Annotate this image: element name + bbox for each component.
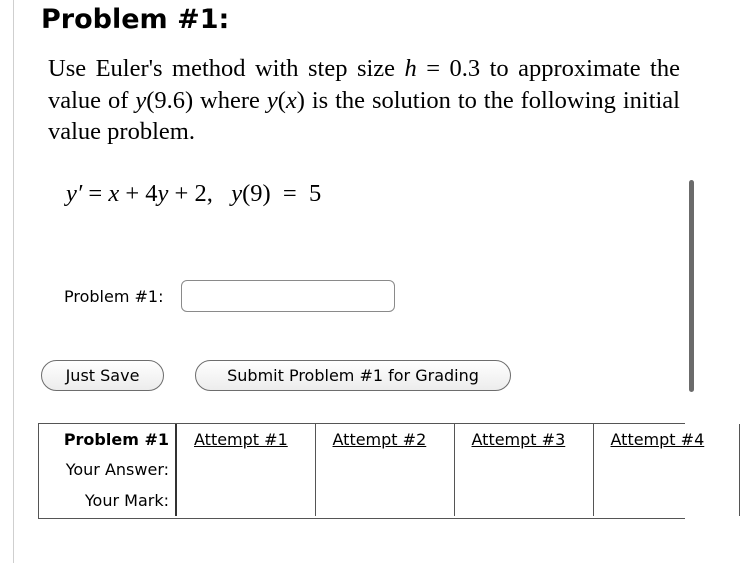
answer-input[interactable]: [181, 280, 395, 312]
step-size-variable: h: [404, 55, 417, 82]
attempt-link[interactable]: [454, 424, 593, 454]
table-header-problem: Problem #1: [39, 424, 176, 454]
answer-cell: [176, 454, 315, 485]
answer-cell: [315, 454, 454, 485]
table-header-row: [39, 424, 739, 454]
solution-paren-open: (: [277, 86, 286, 114]
target-function: y: [135, 86, 147, 114]
attempt-link-label[interactable]: Attempt #3: [471, 429, 566, 449]
statement-text: to approximate the value of: [48, 55, 680, 114]
mark-cell: [176, 485, 315, 516]
answer-label: Problem #1:: [64, 287, 164, 306]
differential-equation: [66, 180, 321, 208]
attempt-link[interactable]: [315, 424, 454, 454]
table-row: [39, 454, 739, 485]
step-size-value: = 0.3: [416, 55, 490, 82]
solution-function: y: [266, 86, 278, 114]
equation-equals: =: [82, 180, 109, 207]
row-label-your-answer: Your Answer:: [39, 454, 176, 485]
initial-condition-function: y: [231, 180, 243, 207]
statement-text: where: [193, 86, 267, 114]
answer-cell: [593, 454, 739, 485]
left-border: [13, 0, 14, 563]
attempts-table: [38, 423, 705, 519]
answer-cell: [454, 454, 593, 485]
equation-middle: + 4: [119, 180, 158, 207]
statement-text: is the solution to the following initial value problem.: [48, 86, 680, 145]
problem-title: Problem #1:: [41, 4, 230, 35]
equation-end: + 2,: [168, 180, 232, 207]
solution-paren-close: ): [296, 86, 305, 114]
attempt-link-label[interactable]: Attempt #2: [332, 429, 427, 449]
attempt-link[interactable]: [593, 424, 739, 454]
row-label-your-mark: Your Mark:: [39, 485, 176, 516]
table-row: [39, 485, 739, 516]
scrollbar[interactable]: [689, 180, 694, 392]
mark-cell: [315, 485, 454, 516]
submit-for-grading-button[interactable]: Submit Problem #1 for Grading: [195, 360, 511, 391]
solution-variable: x: [285, 86, 297, 114]
statement-text: Use Euler's method with step size: [48, 55, 405, 82]
equation-x: x: [108, 180, 120, 207]
attempt-link[interactable]: [176, 424, 315, 454]
mark-cell: [454, 485, 593, 516]
equation-lhs: y′: [66, 180, 83, 207]
just-save-button[interactable]: Just Save: [41, 360, 164, 391]
attempt-link-label[interactable]: Attempt #4: [610, 429, 705, 449]
equation-y: y: [157, 180, 169, 207]
attempt-link-label[interactable]: Attempt #1: [194, 429, 288, 449]
problem-statement: [48, 53, 680, 148]
target-argument: (9.6): [146, 86, 194, 114]
initial-condition-value: (9) = 5: [242, 180, 322, 207]
mark-cell: [593, 485, 739, 516]
